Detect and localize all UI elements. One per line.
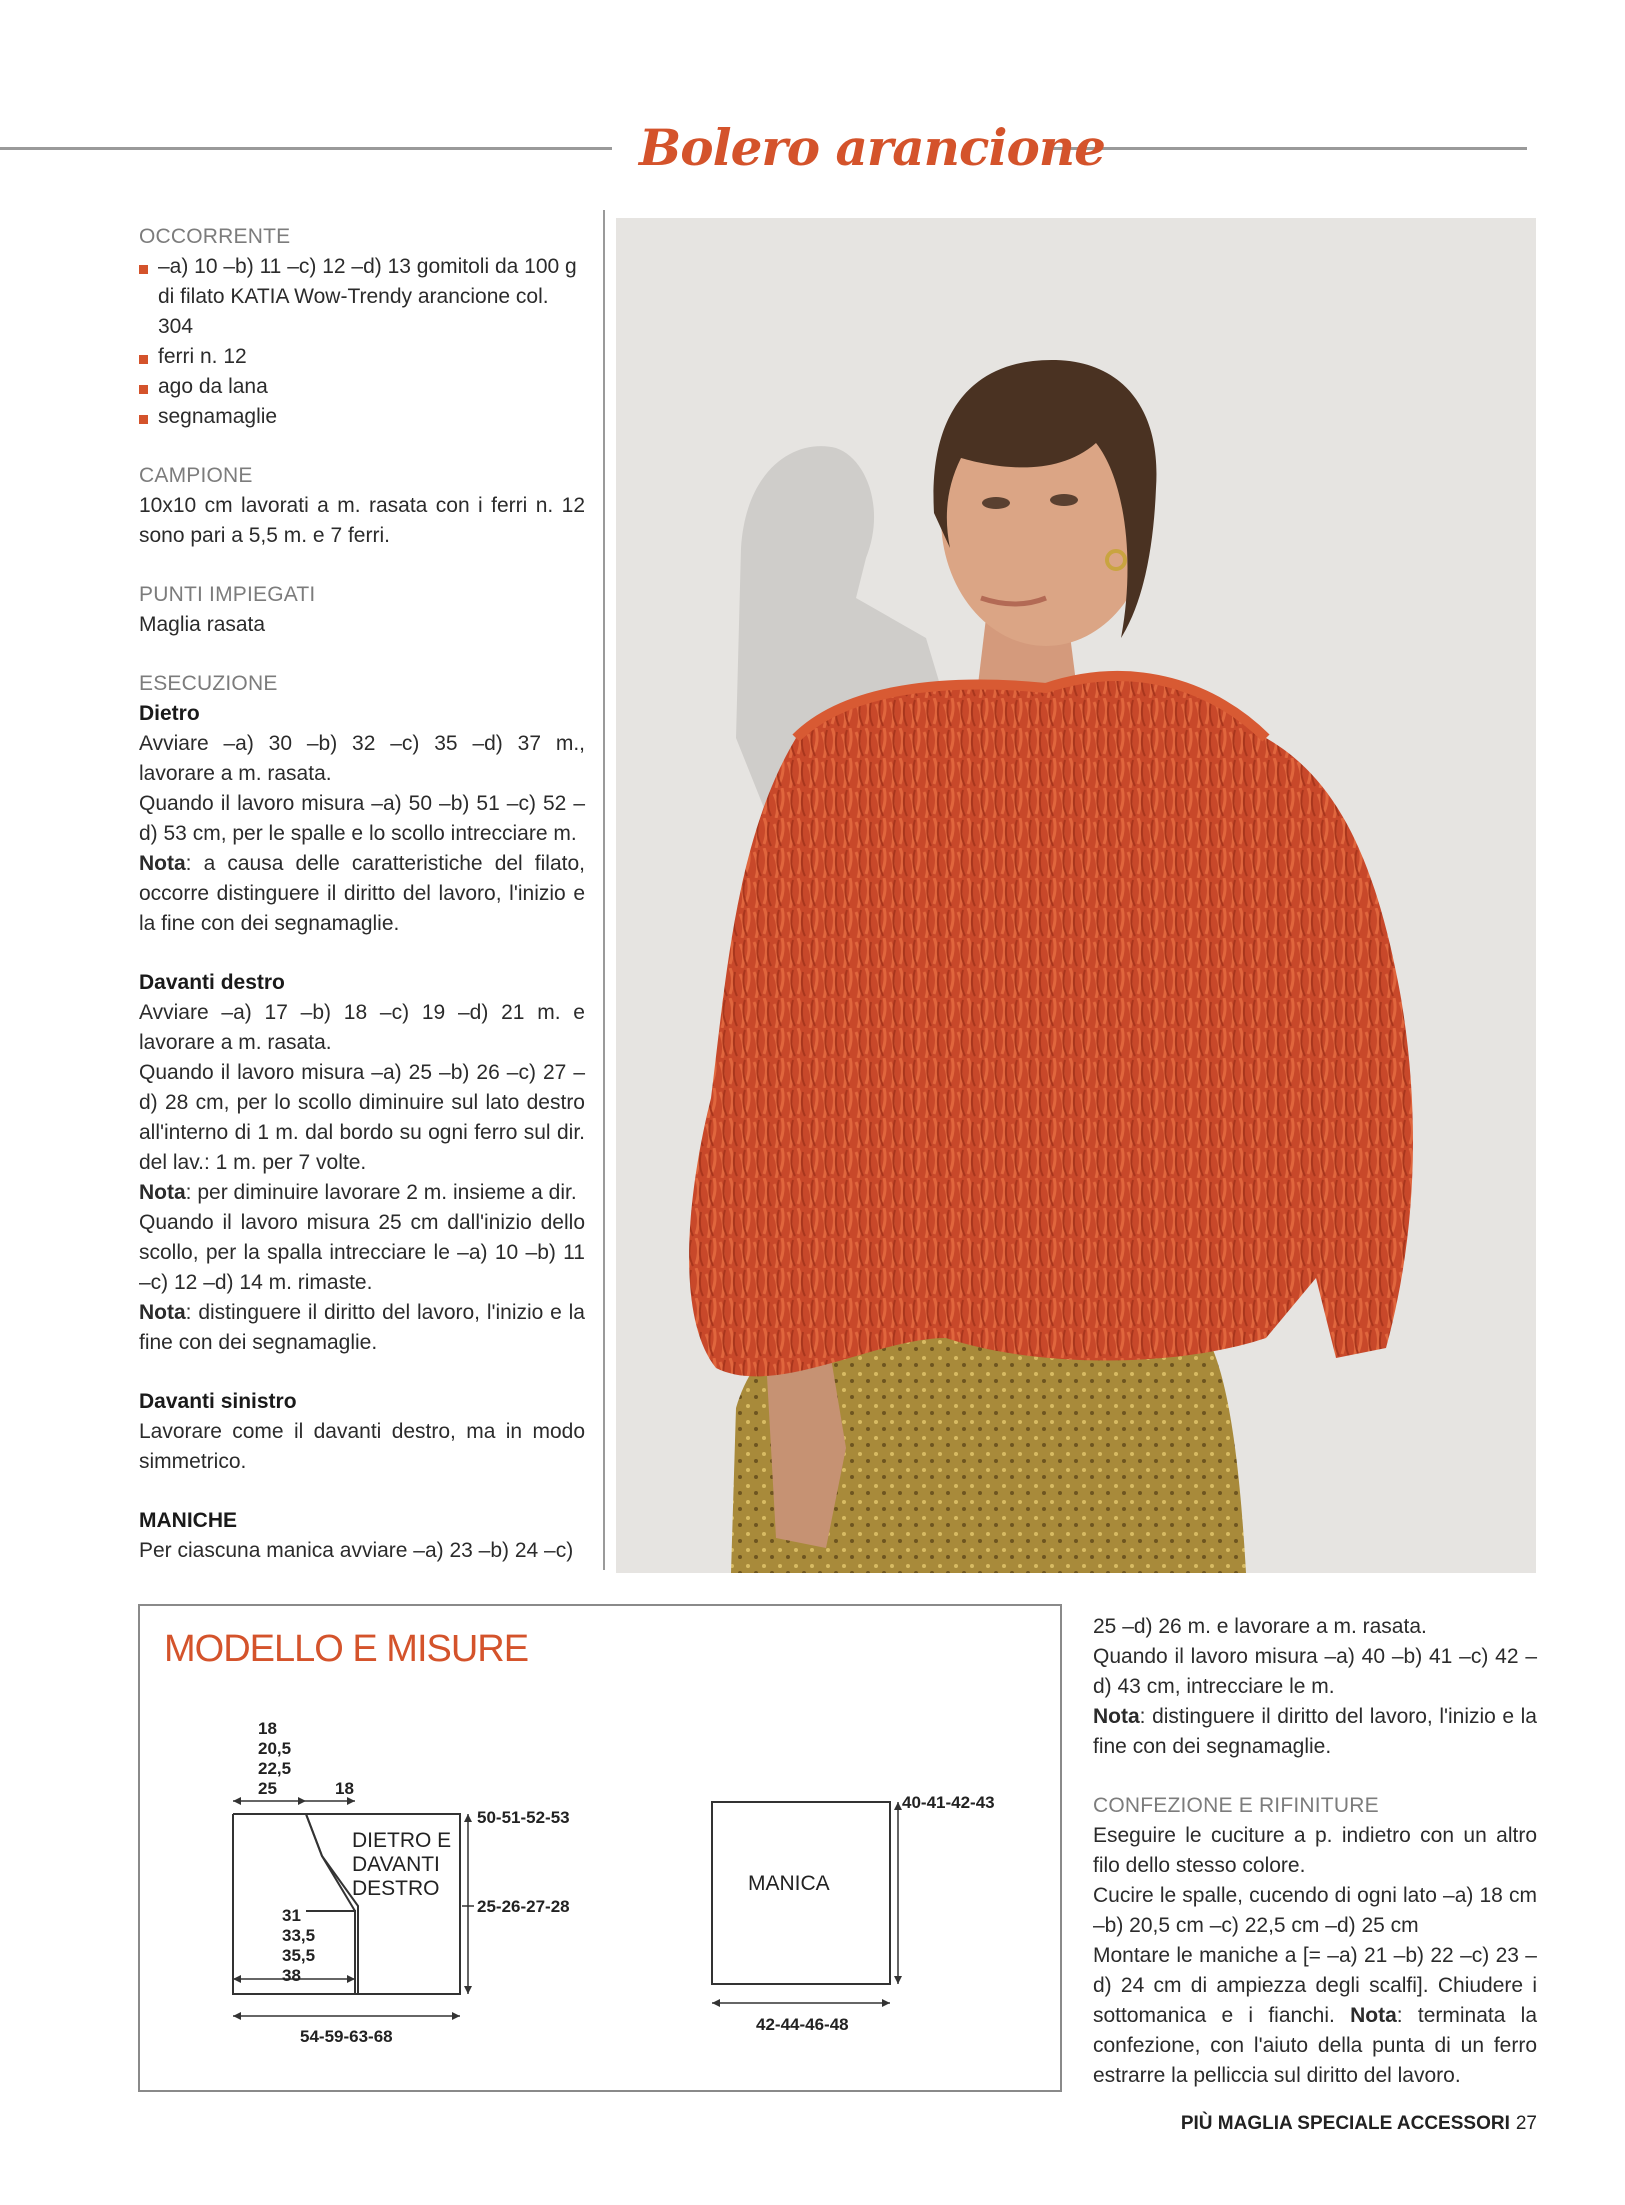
maniche-paragraph: 25 –d) 26 m. e lavorare a m. rasata. — [1093, 1615, 1427, 1638]
davanti-destro-paragraph: Quando il lavoro misura 25 cm dall'inizio dello scollo, per la spalla intrecciare le –a) 10 –b) 11 –c) 12 –d) 14 m. rimaste. — [139, 1211, 585, 1294]
shoulder-label: 18 — [258, 1719, 277, 1738]
instructions-column-right — [1093, 1612, 1537, 2091]
body-label: DESTRO — [352, 1877, 440, 1900]
subheading-maniche: MANICHE — [139, 1509, 237, 1532]
subheading-davanti-sinistro: Davanti sinistro — [139, 1390, 297, 1413]
nota-label: Nota — [139, 852, 186, 875]
total-width-label: 54-59-63-68 — [300, 2027, 393, 2046]
nota-label: Nota — [1350, 2004, 1397, 2027]
punti-text: Maglia rasata — [139, 613, 266, 636]
front-width-label: 31 — [282, 1906, 301, 1925]
maniche-nota — [1093, 1702, 1537, 1762]
model-eye — [982, 497, 1010, 509]
body-outline — [233, 1814, 355, 1911]
confezione-text: Montare le maniche a [= –a) 21 –b) 22 –c) 23 –d) 24 cm di ampiezza degli scalfi]. Chiudere i sottomanica e i fianchi. — [1093, 1944, 1537, 2027]
nota-text: : per diminuire lavorare 2 m. insieme a dir. — [185, 1181, 577, 1204]
upper-height-label: 50-51-52-53 — [477, 1808, 570, 1827]
measurements-diagram-box — [138, 1604, 1062, 2092]
nota-text: : terminata la confezione, con l'aiuto della punta di un ferro estrarre la pelliccia sul diritto del lavoro. — [1093, 2004, 1537, 2087]
davanti-destro-nota — [139, 1298, 585, 1358]
nota-text: : distinguere il diritto del lavoro, l'inizio e la fine con dei segnamaglie. — [139, 1301, 585, 1354]
nota-text: : a causa delle caratteristiche del filato, occorre distinguere il diritto del lavoro, l'inizio e la fine con dei segnamaglie. — [139, 852, 585, 935]
confezione-paragraph — [1093, 1941, 1537, 2091]
page-title: Bolero arancione — [639, 118, 1105, 177]
front-width-label: 35,5 — [282, 1946, 316, 1965]
column-divider — [603, 210, 605, 1570]
maniche-paragraph: Quando il lavoro misura –a) 40 –b) 41 –c) 42 –d) 43 cm, intrecciare le m. — [1093, 1645, 1537, 1698]
body-label: DAVANTI — [352, 1853, 440, 1876]
shoulder-label: 20,5 — [258, 1739, 292, 1758]
materials-list — [139, 252, 585, 432]
list-item: segnamaglie — [139, 402, 585, 432]
list-item: ago da lana — [139, 372, 585, 402]
front-width-label: 33,5 — [282, 1926, 316, 1945]
model-photo-illustration — [616, 218, 1536, 1573]
list-item: ferri n. 12 — [139, 342, 585, 372]
maniche-paragraph: Per ciascuna manica avviare –a) 23 –b) 24 –c) — [139, 1539, 574, 1562]
subheading-davanti-destro: Davanti destro — [139, 971, 285, 994]
campione-text: 10x10 cm lavorati a m. rasata con i ferri n. 12 sono pari a 5,5 m. e 7 ferri. — [139, 494, 585, 547]
list-item: –a) 10 –b) 11 –c) 12 –d) 13 gomitoli da 100 g di filato KATIA Wow-Trendy arancione col. 304 — [139, 252, 585, 342]
section-heading-campione: CAMPIONE — [139, 464, 253, 487]
magazine-name: PIÙ MAGLIA SPECIALE ACCESSORI — [1180, 2113, 1510, 2134]
body-label: DIETRO E — [352, 1829, 452, 1852]
schematic-drawing — [140, 1606, 1060, 2090]
confezione-paragraph: Eseguire le cuciture a p. indietro con un altro filo dello stesso colore. — [1093, 1824, 1537, 1877]
nota-text: : distinguere il diritto del lavoro, l'inizio e la fine con dei segnamaglie. — [1093, 1705, 1537, 1758]
front-width-label: 38 — [282, 1966, 301, 1985]
davanti-sinistro-paragraph: Lavorare come il davanti destro, ma in modo simmetrico. — [139, 1420, 585, 1473]
sleeve-label: MANICA — [748, 1872, 830, 1895]
section-heading-confezione: CONFEZIONE E RIFINITURE — [1093, 1794, 1379, 1817]
subheading-dietro: Dietro — [139, 702, 200, 725]
header-rule-left — [0, 147, 612, 150]
sleeve-width-label: 42-44-46-48 — [756, 2015, 849, 2034]
orange-fur-jacket — [689, 676, 1413, 1376]
section-heading-occorrente: OCCORRENTE — [139, 225, 291, 248]
page-number: 27 — [1515, 2113, 1537, 2134]
diagram-title: MODELLO E MISURE — [164, 1628, 529, 1670]
instructions-column-left — [139, 222, 585, 1566]
dietro-paragraph: Quando il lavoro misura –a) 50 –b) 51 –c) 52 –d) 53 cm, per le spalle e lo scollo intrecciare m. — [139, 792, 585, 845]
lower-height-label: 25-26-27-28 — [477, 1897, 570, 1916]
nota-label: Nota — [139, 1301, 186, 1324]
davanti-destro-paragraph: Quando il lavoro misura –a) 25 –b) 26 –c) 27 –d) 28 cm, per lo scollo diminuire sul lato destro all'interno di 1 m. dal bordo su ogni ferro sul dir. del lav.: 1 m. per 7 volte. — [139, 1061, 585, 1174]
model-photo — [616, 218, 1536, 1573]
dietro-paragraph: Avviare –a) 30 –b) 32 –c) 35 –d) 37 m., lavorare a m. rasata. — [139, 732, 585, 785]
section-heading-punti: PUNTI IMPIEGATI — [139, 583, 316, 606]
nota-label: Nota — [139, 1181, 186, 1204]
confezione-paragraph: Cucire le spalle, cucendo di ogni lato –a) 18 cm –b) 20,5 cm –c) 22,5 cm –d) 25 cm — [1093, 1884, 1537, 1937]
davanti-destro-nota — [139, 1178, 585, 1208]
nota-label: Nota — [1093, 1705, 1140, 1728]
section-heading-esecuzione: ESECUZIONE — [139, 672, 278, 695]
davanti-destro-paragraph: Avviare –a) 17 –b) 18 –c) 19 –d) 21 m. e lavorare a m. rasata. — [139, 1001, 585, 1054]
shoulder-label: 25 — [258, 1779, 277, 1798]
model-eye — [1050, 494, 1078, 506]
neck-label: 18 — [335, 1779, 354, 1798]
page-footer — [1181, 2113, 1537, 2135]
shoulder-label: 22,5 — [258, 1759, 292, 1778]
dietro-nota — [139, 849, 585, 939]
sleeve-height-label: 40-41-42-43 — [902, 1793, 995, 1812]
